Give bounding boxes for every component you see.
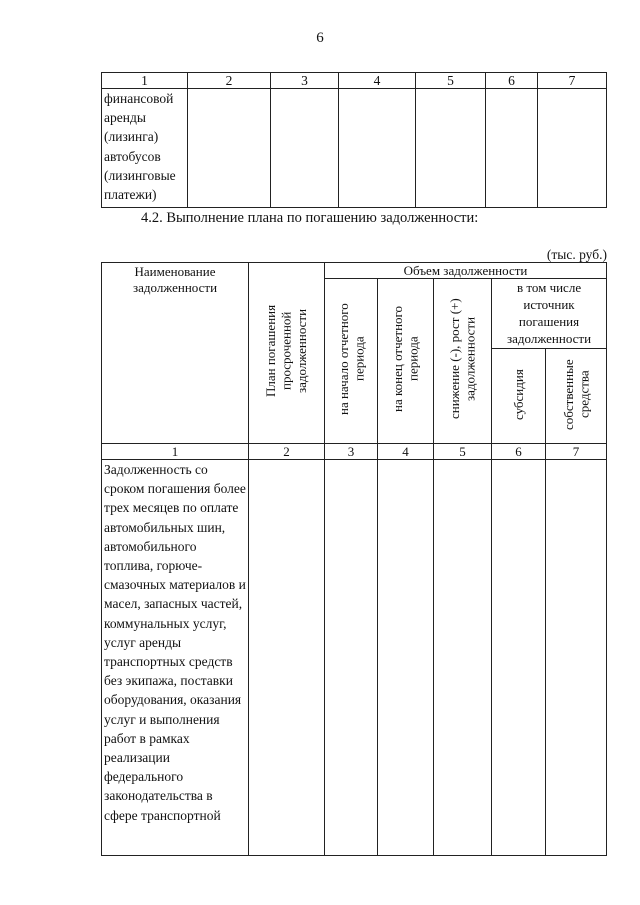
page-number: 6 [316,30,324,46]
column-number: 2 [188,73,271,89]
table-cell [486,89,538,208]
header-debt-volume: Объем задолженности [325,263,607,279]
column-number: 2 [249,444,325,460]
header-subsidy: субсидия [510,368,526,420]
column-numbers-row [102,73,607,89]
header-start-period: на начало отчетного периода [335,303,366,415]
header-end-period: на конец отчетного периода [390,305,421,413]
column-numbers-row [102,444,607,460]
table-cell [249,460,325,856]
continued-table [101,72,607,208]
column-number: 1 [102,73,188,89]
header-plan: План погашения просроченной задолженности [263,304,310,398]
column-number: 1 [102,444,249,460]
column-number: 5 [416,73,486,89]
section-title: 4.2. Выполнение плана по погашению задолженности: [141,210,479,226]
table-row [102,89,607,208]
header-including: в том числе источник погашения задолженности [492,279,607,349]
column-number: 4 [378,444,434,460]
column-number: 3 [271,73,339,89]
units-label: (тыс. руб.) [546,247,607,262]
table-cell [378,460,434,856]
header-debt-name: Наименование задолженности [102,263,249,444]
header-own-funds-cell [546,349,607,444]
column-number: 6 [486,73,538,89]
table-cell [492,460,546,856]
table-cell [434,460,492,856]
column-number: 4 [339,73,416,89]
row-label: Задолженность со сроком погашения более трех месяцев по оплате автомобильных шин, автомобильного топлива, горюче-смазочных материалов и масел, запасных частей, коммунальных услуг, услуг аренды транспортных средств без экипажа, поставки оборудования, оказания услуг и выполнения работ в рамках реализации федерального законодательства в сфере транспортной [102,460,249,856]
row-label: финансовой аренды (лизинга) автобусов (лизинговые платежи) [102,89,188,208]
column-number: 7 [546,444,607,460]
header-change-cell [434,279,492,444]
header-subsidy-cell [492,349,546,444]
header-start-cell [325,279,378,444]
table-cell [271,89,339,208]
column-number: 5 [434,444,492,460]
table-cell [188,89,271,208]
column-number: 6 [492,444,546,460]
debt-repayment-table [101,262,607,856]
header-change: снижение (-), рост (+) задолженности [447,298,478,420]
column-number: 7 [538,73,607,89]
table-cell [546,460,607,856]
header-end-cell [378,279,434,444]
table-cell [325,460,378,856]
header-plan-cell [249,263,325,444]
column-number: 3 [325,444,378,460]
header-own-funds: собственные средства [560,358,592,430]
table-cell [538,89,607,208]
table-row [102,460,607,856]
table-cell [339,89,416,208]
table-cell [416,89,486,208]
